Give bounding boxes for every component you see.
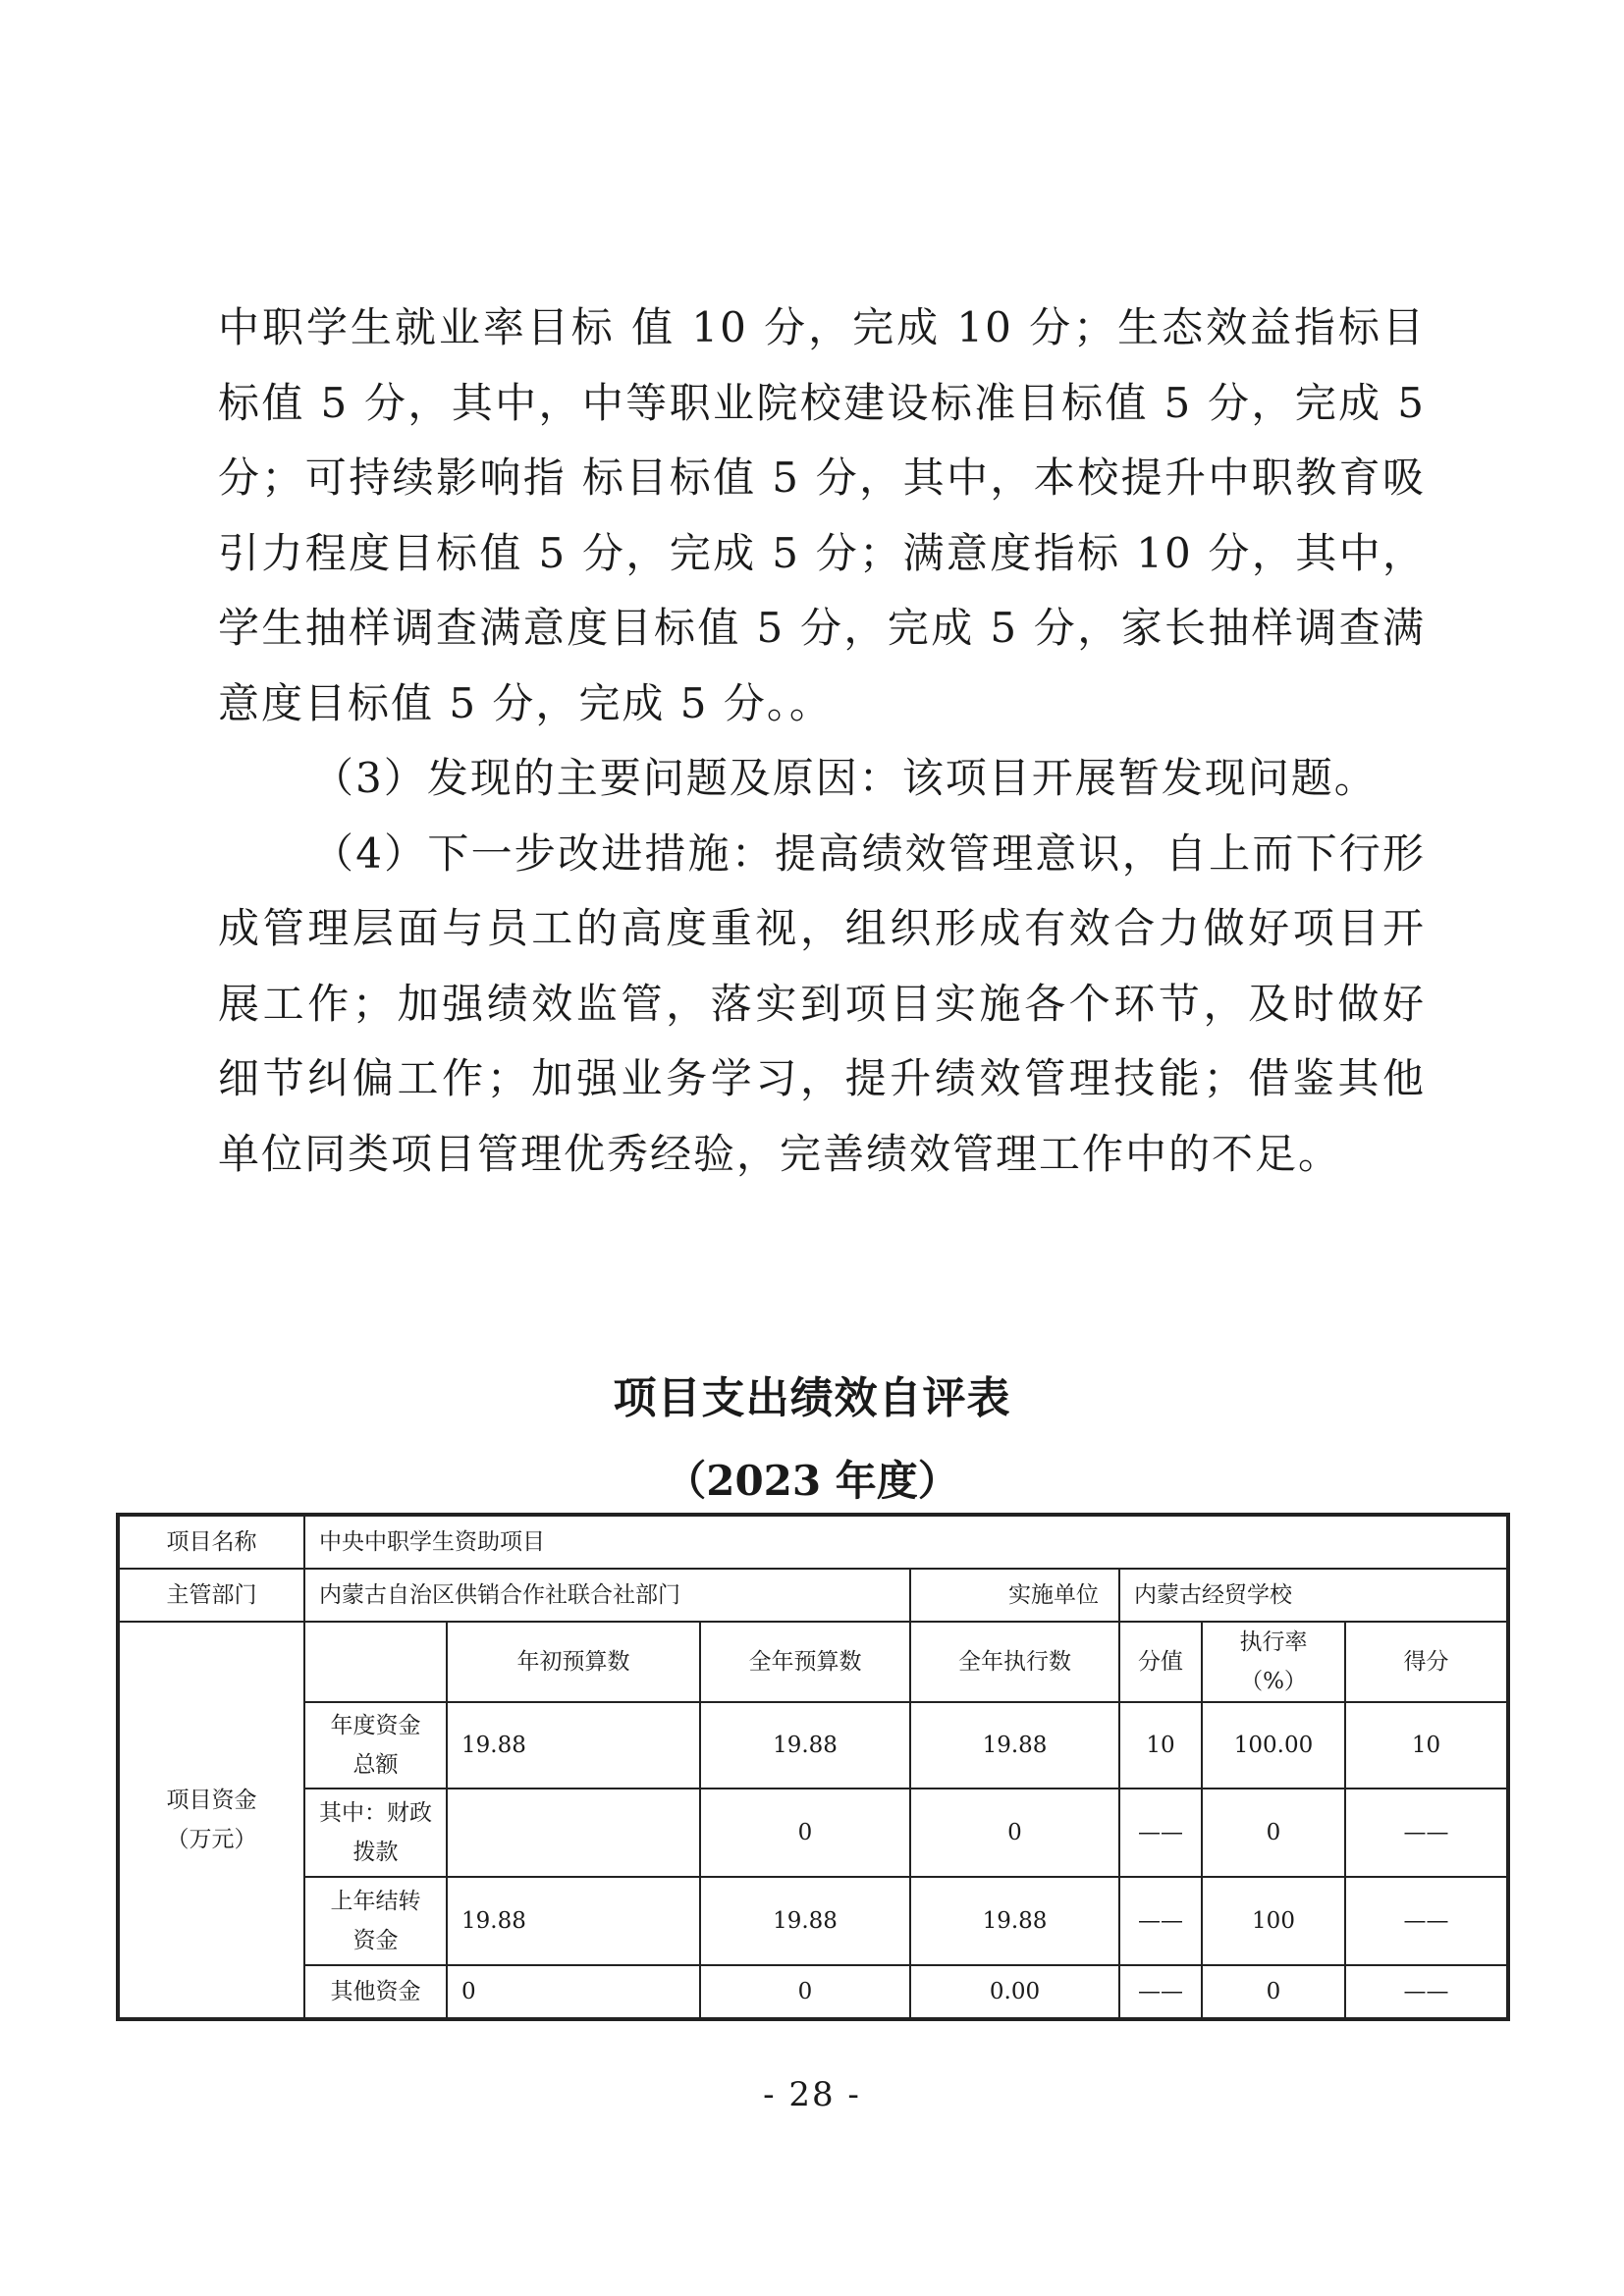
cell-score: —— <box>1345 1965 1507 2018</box>
header-execution-rate: 执行率（%） <box>1202 1622 1345 1702</box>
row-label: 其中：财政 拨款 <box>304 1789 447 1877</box>
cell-score-value: —— <box>1119 1965 1202 2018</box>
table-title: 项目支出绩效自评表 <box>613 1373 1011 1423</box>
row-label: 其他资金 <box>304 1965 447 2018</box>
table-row <box>119 1877 1507 1965</box>
row-project-name <box>119 1516 1507 1569</box>
table-row <box>119 1965 1507 2018</box>
cell-annual: 19.88 <box>700 1702 910 1789</box>
cell-score-value: —— <box>1119 1877 1202 1965</box>
row-label: 年度资金 总额 <box>304 1702 447 1789</box>
body-text <box>218 291 1426 1192</box>
performance-evaluation-table <box>118 1515 1508 2019</box>
cell-rate: 100.00 <box>1202 1702 1345 1789</box>
cell-score: —— <box>1345 1789 1507 1877</box>
header-blank <box>304 1622 447 1702</box>
cell-annual: 0 <box>700 1789 910 1877</box>
header-initial-budget: 年初预算数 <box>447 1622 700 1702</box>
page-number: - 28 - <box>763 2075 861 2114</box>
unit-label: 实施单位 <box>910 1569 1119 1622</box>
funds-unit: （万元） <box>166 1827 257 1852</box>
cell-rate: 100 <box>1202 1877 1345 1965</box>
paragraph-3: （4）下一步改进措施：提高绩效管理意识，自上而下行形成管理层面与员工的高度重视，组织形成有效合力做好项目开展工作；加强绩效监管，落实到项目实施各个环节，及时做好细节纠偏工作；加强业务学习，提升绩效管理技能；借鉴其他单位同类项目管理优秀经验，完善绩效管理工作中的不足。 <box>218 828 1426 1178</box>
cell-rate: 0 <box>1202 1789 1345 1877</box>
dept-label: 主管部门 <box>119 1569 304 1622</box>
row-label: 上年结转 资金 <box>304 1877 447 1965</box>
table-year: （2023 年度） <box>665 1457 959 1505</box>
cell-initial: 0 <box>447 1965 700 2018</box>
header-score-value: 分值 <box>1119 1622 1202 1702</box>
cell-initial <box>447 1789 700 1877</box>
cell-initial: 19.88 <box>447 1702 700 1789</box>
dept-value: 内蒙古自治区供销合作社联合社部门 <box>304 1569 910 1622</box>
cell-rate: 0 <box>1202 1965 1345 2018</box>
paragraph-1: 中职学生就业率目标 值 10 分，完成 10 分；生态效益指标目标值 5 分，其中，中等职业院校建设标准目标值 5 分，完成 5 分；可持续影响指 标目标值 5 分，其中，本校提升中职教育吸引力程度目标值 5 分，完成 5 分；满意度指标 10 分，其中，学生抽样调查满意度目标值 5 分，完成 5 分，家长抽样调查满意度目标值 5 分，完成 5 分。。 <box>218 303 1426 727</box>
table-row <box>119 1789 1507 1877</box>
project-name-value: 中央中职学生资助项目 <box>304 1516 1507 1569</box>
cell-score: 10 <box>1345 1702 1507 1789</box>
project-name-label: 项目名称 <box>119 1516 304 1569</box>
table-row <box>119 1702 1507 1789</box>
row-department <box>119 1569 1507 1622</box>
cell-executed: 19.88 <box>910 1877 1119 1965</box>
cell-executed: 0 <box>910 1789 1119 1877</box>
cell-annual: 0 <box>700 1965 910 2018</box>
paragraph-2: （3）发现的主要问题及原因：该项目开展暂发现问题。 <box>312 754 1378 802</box>
funds-label-cell <box>119 1622 304 2018</box>
header-score: 得分 <box>1345 1622 1507 1702</box>
unit-value: 内蒙古经贸学校 <box>1119 1569 1507 1622</box>
funds-label: 项目资金 <box>166 1788 257 1813</box>
cell-executed: 19.88 <box>910 1702 1119 1789</box>
cell-score: —— <box>1345 1877 1507 1965</box>
cell-score-value: —— <box>1119 1789 1202 1877</box>
cell-executed: 0.00 <box>910 1965 1119 2018</box>
header-annual-executed: 全年执行数 <box>910 1622 1119 1702</box>
cell-annual: 19.88 <box>700 1877 910 1965</box>
cell-score-value: 10 <box>1119 1702 1202 1789</box>
row-headers <box>119 1622 1507 1702</box>
cell-initial: 19.88 <box>447 1877 700 1965</box>
header-annual-budget: 全年预算数 <box>700 1622 910 1702</box>
